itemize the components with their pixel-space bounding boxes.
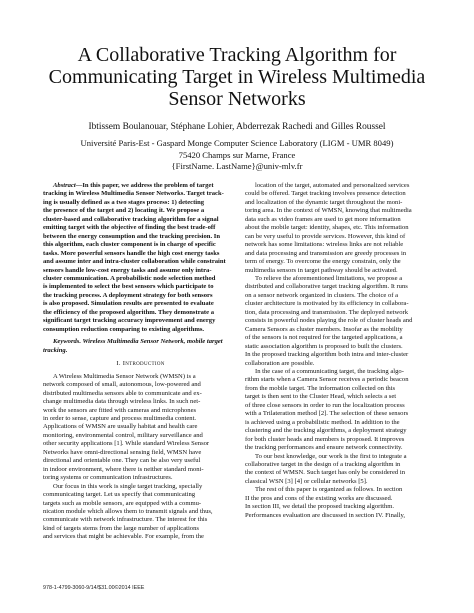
paragraph <box>245 182 443 275</box>
text-line: Performances evaluation are discussed in section IV. Finally, <box>245 511 406 519</box>
text-line: clustering and the tracking algorithms, a deployment strategy <box>245 427 407 435</box>
text-line: In the proposed tracking algorithm both intra and inter-cluster <box>245 351 409 359</box>
text-line: collaboration are possible. <box>245 359 315 367</box>
text-line: Keywords. Wireless Multimedia Sensor Network, mobile target <box>53 338 223 346</box>
text-line: To relieve the aforementioned limitations, we propose a <box>255 274 403 282</box>
text-line: communicating target. Let us specify that communicating <box>43 491 196 499</box>
affiliation-line: Université Paris-Est - Gaspard Monge Computer Science Laboratory (LIGM - UMR 8049) <box>80 138 394 148</box>
text-line: network composed of small, autonomous, low-powered and <box>43 381 201 389</box>
text-line: rithm starts when a Camera Sensor receives a periodic beacon <box>245 376 409 384</box>
text-line: is achieved using a probabilistic method. In addition to the <box>245 418 400 426</box>
text-line: with a Trilateration method [2]. The selection of these sensors <box>245 410 409 418</box>
text-line: the efficiency of the proposed algorithm. They demonstrate a <box>43 308 214 316</box>
text-line: of the sensors is not required for the targeted applications, a <box>245 334 403 342</box>
paragraph <box>245 453 443 487</box>
text-line: and assume inter and intra-cluster collaboration while constraint <box>43 258 226 266</box>
text-line: targets such as mobile sensors, are equipped with a commu- <box>43 499 202 507</box>
section-heading-introduction: I. Introduction <box>116 360 165 368</box>
text-line: In the case of a communicating target, the tracking algo- <box>255 367 404 375</box>
text-line: toring area. In the context of WMSN, knowing that multimedia <box>245 207 412 215</box>
copyright-footer: 978-1-4799-3060-9/14/$31.00©2014 IEEE <box>43 585 145 591</box>
paragraph <box>245 486 443 520</box>
title-line: Sensor Networks <box>168 88 306 110</box>
text-line: cluster architecture is motivated by its efficiency in collabora- <box>245 300 409 308</box>
text-line: collaborative target in the design of a tracking algorithm in <box>245 460 401 468</box>
text-line: of three close sensors in order to run the localization process <box>245 401 405 409</box>
paragraph <box>245 368 443 453</box>
paragraph <box>43 373 238 483</box>
text-line: communicate with network infrastructure. The interest for this <box>43 516 208 524</box>
text-line: To our best knowledge, our work is the first to integrate a <box>255 452 407 460</box>
text-line: and data processing and transmission are greedy processes in <box>245 249 407 257</box>
text-line: is also proposed. Simulation results are presented to evaluate <box>43 300 214 308</box>
right-column <box>245 182 443 520</box>
text-line: Networks have omni-directional sensing field, WMSN have <box>43 448 202 456</box>
text-line: ing is usually defined as a two stages process: 1) detecting <box>43 198 205 206</box>
text-line: Our focus in this work is single target tracking, specially <box>53 482 203 490</box>
keywords <box>43 338 238 355</box>
text-line: the presence of the target and 2) locating it. We propose a <box>43 207 205 215</box>
text-line: In section III, we detail the proposed tracking algorithm. <box>245 503 395 511</box>
text-line: between the energy consumption and the tracking precision. In <box>43 232 220 240</box>
text-line: in order to sense, capture and process multimedia content. <box>43 414 197 422</box>
abstract-label: Abstract— <box>53 182 83 189</box>
affiliation-line: 75420 Champs sur Marne, France <box>178 149 296 160</box>
text-line: multimedia sensors in target pathway should be activated. <box>245 266 398 274</box>
paragraph <box>43 483 238 542</box>
text-line: tion, data processing and transmission. The deployed network <box>245 308 409 316</box>
text-line: cluster-based and collaborative tracking algorithm for a signal <box>43 215 219 223</box>
text-line: can be very useful to provide services. However, this kind of <box>245 232 406 240</box>
text-line: nication module which allows them to transmit signals and thus, <box>43 507 213 515</box>
text-line: Camera Sensors as cluster members. Insofar as the mobility <box>245 325 403 333</box>
text-line: monitoring, environmental control, military surveillance and <box>43 431 203 439</box>
keywords-label: Keywords. <box>53 338 82 346</box>
text-line: II the pros and cons of the existing works are discussed. <box>245 494 393 502</box>
text-line: the context of WMSN. Such target has only be considered in <box>245 469 405 477</box>
affiliation-line: {FirstName. LastName}@univ-mlv.fr <box>171 161 303 171</box>
text-line: distributed and collaborative target tracking algorithm. It runs <box>245 283 408 291</box>
text-line: Abstract—In this paper, we address the problem of target <box>53 182 214 189</box>
text-line: from the mobile target. The information collected on this <box>245 384 396 392</box>
text-line: and services that might be achievable. For example, from the <box>43 533 204 541</box>
text-line: tracking in Wireless Multimedia Sensor Networks. Target track- <box>43 190 224 198</box>
text-line: directional and orientable one. They can be also very useful <box>43 457 201 465</box>
text-line: location of the target, automated and personalized services <box>255 182 410 189</box>
title-line: Communicating Target in Wireless Multimedia <box>48 66 426 88</box>
text-line: work the sensors are fitted with cameras and microphones <box>43 406 197 414</box>
text-line: cluster communication. A probabilistic node selection method <box>43 274 216 282</box>
text-line: significant target tracking accuracy improvement and energy <box>43 317 216 325</box>
text-line: could be offered. Target tracking involves presence detection <box>245 190 406 198</box>
text-line: network has some limitations: wireless links are not reliable <box>245 241 404 249</box>
paper-title <box>30 44 444 110</box>
text-line: on a sensor network organized in clusters. The choice of a <box>245 291 399 299</box>
text-line: data such as video frames are used to get more information <box>245 215 401 223</box>
text-line: other security applications [1]. While standard Wireless Sensor <box>43 440 210 448</box>
text-line: and localization of the dynamic target throughout the moni- <box>245 198 403 206</box>
text-line: consists in powerful nodes playing the role of cluster heads and <box>245 317 413 325</box>
title-line: A Collaborative Tracking Algorithm for <box>77 44 397 66</box>
text-line: for both cluster heads and members is proposed. It improves <box>245 435 405 443</box>
text-line: The rest of this paper is organized as follows. In section <box>255 486 403 494</box>
text-line: consumption reduction comparing to existing algorithms. <box>43 325 205 333</box>
text-line: toring systems or communication infrastructures. <box>43 474 173 482</box>
text-line: change multimedia data through wireless links. In such net- <box>43 398 201 406</box>
text-line: A Wireless Multimedia Sensor Network (WMSN) is a <box>53 372 196 380</box>
text-line: is implemented to select the best sensors which participate to <box>43 283 214 291</box>
author-list: Ibtissem Boulanouar, Stéphane Lohier, Abderrezak Rachedi and Gilles Roussel <box>88 122 386 132</box>
paragraph <box>245 275 443 368</box>
text-line: emitting target with the objective of finding the best trade-off <box>43 224 216 232</box>
text-line: tracking. <box>43 346 68 354</box>
text-line: classical WSN [3] [4] or cellular networks [5]. <box>245 477 368 485</box>
text-line: about the mobile target: identity, shapes, etc. This information <box>245 224 409 232</box>
text-line: kind of targets stems from the large number of applications <box>43 524 199 532</box>
text-line: sensors handle low-cost energy tasks and assume only intra- <box>43 266 212 274</box>
text-line: term of energy. To overcome the energy constrain, only the <box>245 258 401 266</box>
text-line: this algorithm, each cluster component is in charge of specific <box>43 241 216 249</box>
text-line: target is then sent to the Cluster Head, which selects a set <box>245 393 397 401</box>
text-line: the tracking process. A deployment strategy for both sensors <box>43 291 213 299</box>
text-line: in indoor environment, where there is neither standard moni- <box>43 465 204 473</box>
text-line: static association algorithm is proposed to built the clusters. <box>245 342 403 350</box>
affiliation <box>30 138 444 173</box>
text-line: tasks. More powerful sensors handle the high cost energy tasks <box>43 249 220 257</box>
text-line: Applications of WMSN are usually habitat and health care <box>43 423 198 431</box>
left-body-text <box>43 373 238 542</box>
text-line: the tracking performances and ensure network connectivity. <box>245 444 403 452</box>
text-line: distributed multimedia sensors able to communicate and ex- <box>43 389 202 397</box>
abstract <box>43 182 238 334</box>
left-column <box>43 182 238 542</box>
